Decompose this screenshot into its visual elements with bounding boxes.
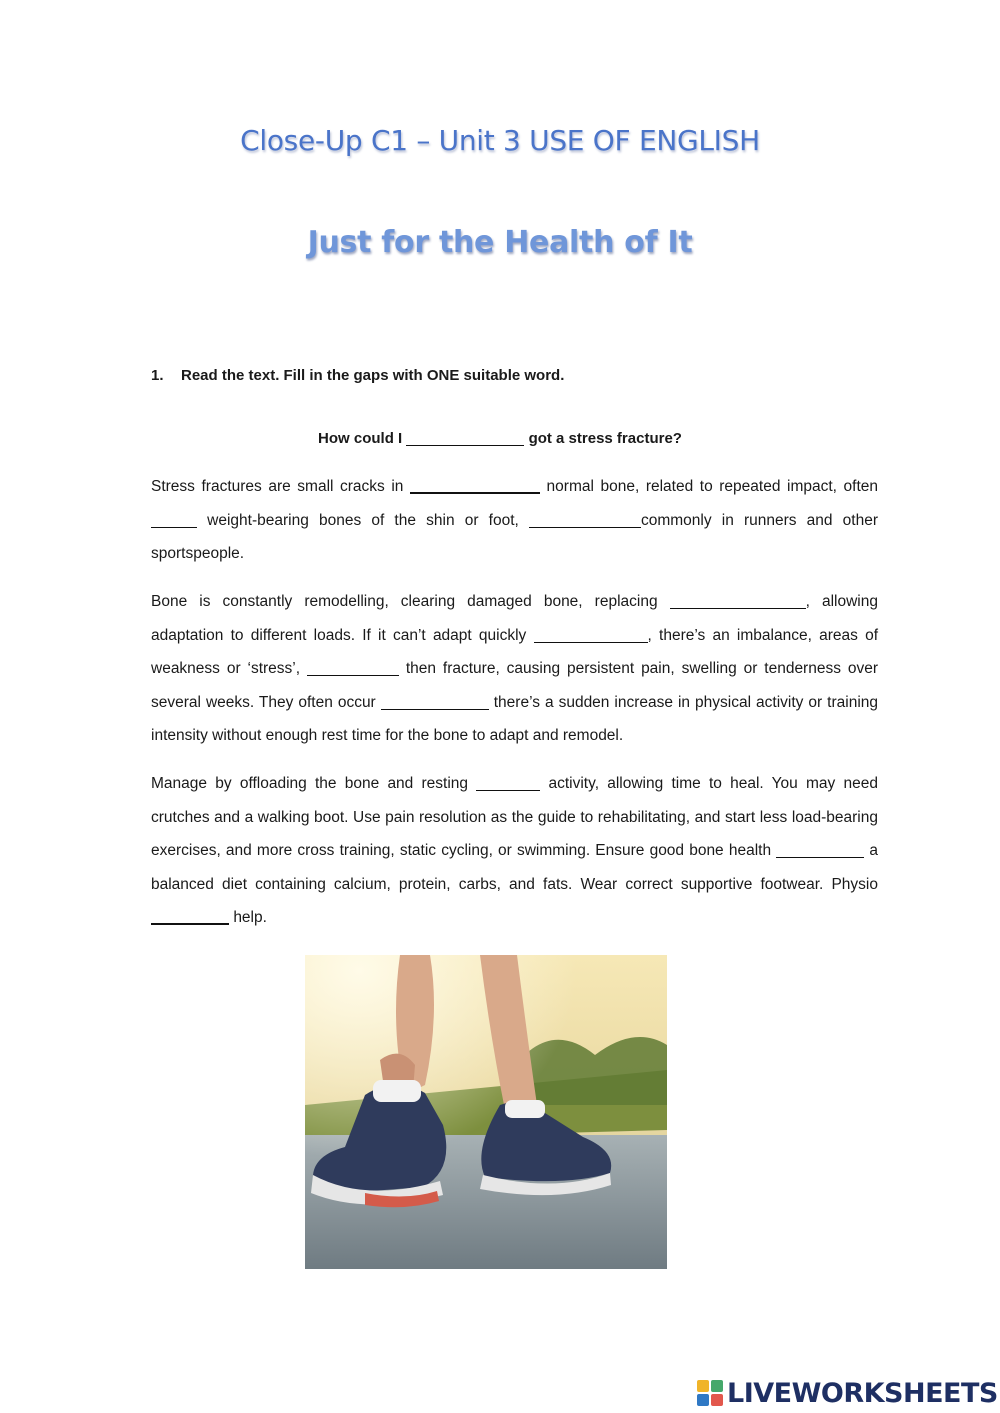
p3-text-4: help. (233, 909, 267, 926)
gap-field-8[interactable] (476, 774, 540, 791)
gap-field-1[interactable] (410, 476, 540, 494)
instruction-text: Read the text. Fill in the gaps with ONE suitable word. (181, 367, 565, 384)
gap-field-6[interactable] (307, 659, 399, 676)
paragraph-2 (151, 585, 878, 753)
p1-text-2: normal bone, related to repeated impact, often (546, 478, 878, 495)
p3-text-2: activity, allowing time to heal. You may need crutches and a walking boot. Use pain resolution as the guide to rehabilitating, and start less load-bearing exercises, and more cross training, static cycling, or swimming. Ensure good bone health (151, 775, 878, 859)
p1-text-3: weight-bearing bones of the shin or foot, (207, 511, 519, 529)
gap-field-2[interactable] (151, 511, 197, 528)
p1-text-4: commonly in runners and other sportspeople. (151, 511, 879, 562)
worksheet-subtitle: Just for the Health of It (307, 225, 693, 260)
gap-field-5[interactable] (534, 626, 648, 643)
gap-field-9[interactable] (776, 841, 864, 858)
gap-field-10[interactable] (151, 907, 229, 925)
exercise-number: 1. (151, 367, 164, 384)
p3-text-1: Manage by offloading the bone and resting (151, 775, 469, 792)
exercise-instruction (151, 367, 564, 384)
gap-field-7[interactable] (381, 693, 489, 710)
p2-text-3: , there’s an imbalance, areas of weakness or ‘stress’, (151, 626, 878, 677)
worksheet-title: Close-Up C1 – Unit 3 USE OF ENGLISH (240, 124, 760, 157)
paragraph-1 (151, 470, 878, 571)
p2-text-1: Bone is constantly remodelling, clearing damaged bone, replacing (151, 593, 658, 610)
running-shoes-photo (305, 955, 667, 1269)
p2-text-4: then fracture, causing persistent pain, swelling or tenderness over several weeks. They often occur (151, 660, 879, 711)
text-heading (0, 429, 1000, 447)
p2-text-5: there’s a sudden increase in physical activity or training intensity without enough rest time for the bone to adapt and remodel. (151, 693, 879, 744)
p3-text-3: a balanced diet containing calcium, protein, carbs, and fats. Wear correct supportive footwear. Physio (151, 842, 878, 893)
gap-field-3[interactable] (529, 511, 641, 528)
gap-field-heading[interactable] (406, 429, 524, 446)
p2-text-2: , allowing adaptation to different loads. If it can’t adapt quickly (151, 593, 878, 644)
brand-name: LIVEWORKSHEETS (727, 1377, 998, 1409)
heading-part-2: got a stress fracture? (528, 430, 682, 447)
liveworksheets-logo (697, 1377, 998, 1409)
paragraph-3 (151, 767, 878, 935)
heading-part-1: How could I (318, 430, 403, 447)
liveworksheets-icon (697, 1380, 723, 1406)
gap-field-4[interactable] (670, 592, 806, 609)
p1-text-1: Stress fractures are small cracks in (151, 478, 404, 495)
